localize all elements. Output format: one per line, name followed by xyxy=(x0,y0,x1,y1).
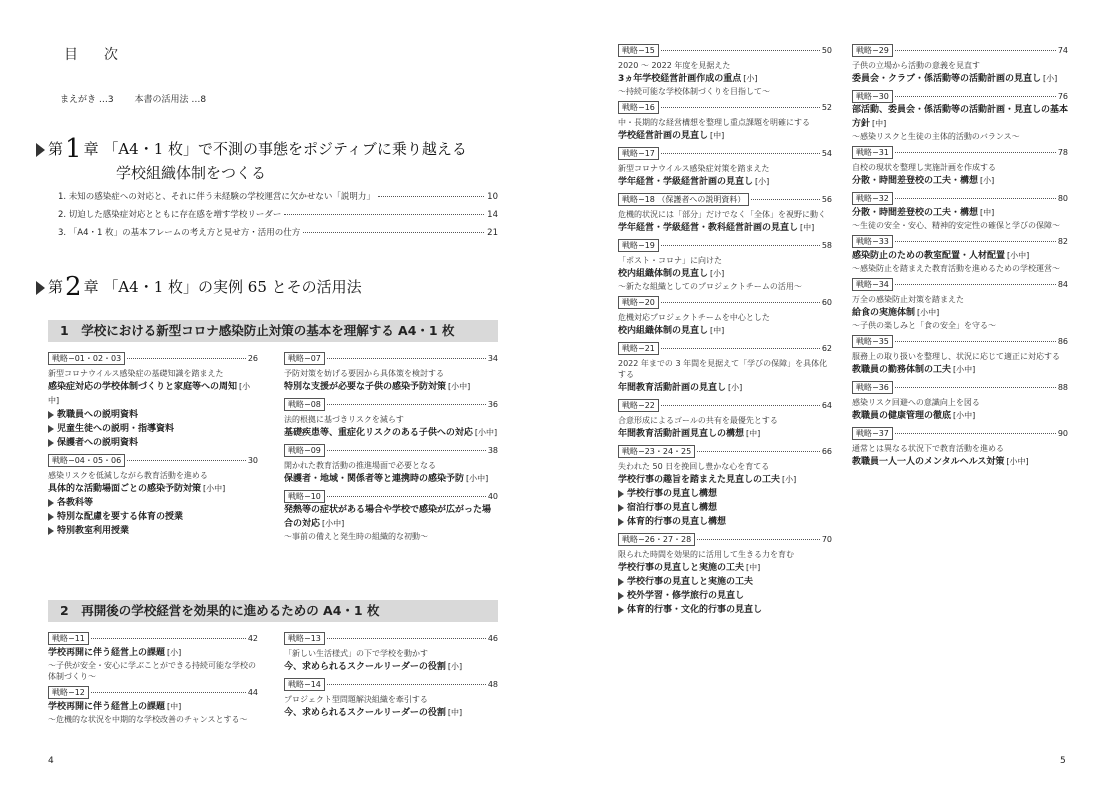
entry-subtitle: 子供の立場から活動の意義を見直す xyxy=(852,61,980,70)
chapter1-item: 1. 未知の感染症への対応と、それに伴う未経験の学校運営に欠かせない「説明力」 10 xyxy=(58,192,498,202)
page-number: 88 xyxy=(1057,383,1068,392)
page-number: 46 xyxy=(487,634,498,643)
strategy-label: 戦略−37 xyxy=(852,427,893,440)
entry-bullet: 特別教室利用授業 xyxy=(48,524,258,538)
bullet-triangle-icon xyxy=(618,504,624,512)
toc-entry xyxy=(284,444,498,486)
strategy-label: 戦略−30 xyxy=(852,90,893,103)
page-number: 38 xyxy=(487,446,498,455)
entry-title: 教職員一人一人のメンタルヘルス対策 [小中] xyxy=(852,457,1029,467)
page-number: 74 xyxy=(1057,46,1068,55)
toc-entry xyxy=(618,296,832,338)
page-number: 78 xyxy=(1057,148,1068,157)
entry-bullet: 教職員への説明資料 xyxy=(48,408,258,422)
entry-title: 年間教育活動計画見直しの構想 [中] xyxy=(618,429,761,439)
intro-usage: 本書の活用法 …8 xyxy=(134,95,207,105)
page5-right-column xyxy=(852,40,1068,469)
toc-entry xyxy=(852,427,1068,469)
entry-title: 部活動、委員会・係活動等の活動計画・見直しの基本方針 [中] xyxy=(852,105,1069,129)
toc-entry xyxy=(618,342,832,395)
toc-entry xyxy=(284,490,498,542)
chapter1-item: 3. 「A4・1 枚」の基本フレームの考え方と見せ方・活用の仕方 21 xyxy=(58,228,498,238)
entry-bullet: 保護者への説明資料 xyxy=(48,436,258,450)
page-number: 60 xyxy=(821,298,832,307)
entry-subtitle: プロジェクト型問題解決組織を牽引する xyxy=(284,695,428,704)
section2-left-column xyxy=(48,628,258,725)
entry-title: 今、求められるスクールリーダーの役割 [小] xyxy=(284,662,463,672)
entry-subtitle: 法的根拠に基づきリスクを減らす xyxy=(284,415,404,424)
entry-title: 学校経営計画の見直し [中] xyxy=(618,131,725,141)
toc-entry xyxy=(618,445,832,529)
entry-title: 3ヵ年学校経営計画作成の重点 [小] xyxy=(618,74,758,84)
strategy-label: 戦略−23・24・25 xyxy=(618,445,695,458)
strategy-label: 戦略−35 xyxy=(852,335,893,348)
toc-title: 目 次 xyxy=(64,47,124,63)
strategy-label: 戦略−34 xyxy=(852,278,893,291)
strategy-label: 戦略−29 xyxy=(852,44,893,57)
entry-title: 学年経営・学級経営計画の見直し [小] xyxy=(618,177,770,187)
toc-entry xyxy=(48,686,258,725)
bullet-triangle-icon xyxy=(48,411,54,419)
entry-title: 給食の実施体制 [小中] xyxy=(852,308,940,318)
toc-entry xyxy=(284,632,498,674)
entry-subtitle: 自校の現状を整理し実施計画を作成する xyxy=(852,163,996,172)
entry-title: 校内組織体制の見直し [小] xyxy=(618,269,725,279)
bullet-triangle-icon xyxy=(618,606,624,614)
section1-banner: 1 学校における新型コロナ感染防止対策の基本を理解する A4・1 枚 xyxy=(48,320,498,342)
entry-tagline: 〜子供の楽しみと「食の安全」を守る〜 xyxy=(852,321,996,330)
entry-bullet: 学校行事の見直しと実施の工夫 xyxy=(618,575,832,589)
entry-subtitle: 限られた時間を効果的に活用して生きる力を育む xyxy=(618,550,794,559)
section2-right-column xyxy=(284,628,498,720)
page-number: 76 xyxy=(1057,92,1068,101)
chapter1-title: 章 「A4・1 枚」で不測の事態をポジティブに乗り越える xyxy=(83,140,467,158)
strategy-label: 戦略−16 xyxy=(618,101,659,114)
entry-title: 学校再開に伴う経営上の課題 [小] xyxy=(48,648,182,658)
chapter1-title-line2: 学校組織体制をつくる xyxy=(116,164,267,182)
chapter2-title: 章 「A4・1 枚」の実例 65 とその活用法 xyxy=(83,278,362,296)
page-number: 54 xyxy=(821,149,832,158)
entry-subtitle: 通常とは異なる状況下で教育活動を進める xyxy=(852,444,1004,453)
entry-subtitle: 危機的状況には「部分」だけでなく「全体」を視野に動く xyxy=(618,210,826,219)
page-number: 90 xyxy=(1057,429,1068,438)
bullet-triangle-icon xyxy=(618,592,624,600)
bullet-triangle-icon xyxy=(618,518,624,526)
entry-subtitle: 合意形成によるゴールの共有を最優先とする xyxy=(618,416,778,425)
strategy-label: 戦略−04・05・06 xyxy=(48,454,125,467)
entry-title: 学校行事の見直しと実施の工夫 [中] xyxy=(618,563,761,573)
entry-title: 感染症対応の学校体制づくりと家庭等への周知 [小中] xyxy=(48,382,251,405)
entry-title: 具体的な活動場面ごとの感染予防対策 [小中] xyxy=(48,484,226,494)
entry-subtitle: 感染リスク回避への意識向上を図る xyxy=(852,398,980,407)
chapter1-item: 2. 切迫した感染症対応とともに存在感を増す学校リーダー 14 xyxy=(58,210,498,220)
entry-title: 校内組織体制の見直し [中] xyxy=(618,326,725,336)
chapter-marker-icon xyxy=(36,143,45,157)
bullet-triangle-icon xyxy=(48,513,54,521)
strategy-label: 戦略−26・27・28 xyxy=(618,533,695,546)
entry-tagline: 〜子供が安全・安心に学ぶことができる持続可能な学校の体制づくり〜 xyxy=(48,661,256,681)
page-number: 80 xyxy=(1057,194,1068,203)
entry-title: 分散・時間差登校の工夫・構想 [中] xyxy=(852,208,995,218)
entry-title: 感染防止のための教室配置・人材配置 [小中] xyxy=(852,251,1030,261)
chapter2-heading: 第2 章 「A4・1 枚」の実例 65 とその活用法 xyxy=(36,272,362,302)
page-number: 50 xyxy=(821,46,832,55)
page-number: 84 xyxy=(1057,280,1068,289)
toc-entry xyxy=(852,235,1068,274)
page-number: 42 xyxy=(247,634,258,643)
entry-title: 特別な支援が必要な子供の感染予防対策 [小中] xyxy=(284,382,471,392)
entry-subtitle: 新型コロナウイルス感染症の基礎知識を踏まえた xyxy=(48,369,224,378)
page-number-left: 4 xyxy=(48,756,54,766)
toc-entry xyxy=(618,533,832,617)
toc-entry xyxy=(618,193,832,235)
toc-entry xyxy=(284,398,498,440)
toc-entry xyxy=(618,399,832,441)
entry-subtitle: 開かれた教育活動の推進場面で必要となる xyxy=(284,461,436,470)
entry-subtitle: 中・長期的な経営構想を整理し重点課題を明確にする xyxy=(618,118,810,127)
page-number: 26 xyxy=(247,354,258,363)
entry-title: 保護者・地域・関係者等と連携時の感染予防 [小中] xyxy=(284,474,489,484)
section1-left-column xyxy=(48,348,258,538)
toc-entry xyxy=(852,44,1068,86)
entry-bullet: 宿泊行事の見直し構想 xyxy=(618,501,832,515)
entry-subtitle: 2022 年までの 3 年間を見据えて「学びの保障」を具体化する xyxy=(618,359,828,379)
entry-subtitle: 危機対応プロジェクトチームを中心とした xyxy=(618,313,770,322)
entry-bullet: 各教科等 xyxy=(48,496,258,510)
toc-entry xyxy=(618,239,832,292)
strategy-label: 戦略−01・02・03 xyxy=(48,352,125,365)
toc-entry xyxy=(852,278,1068,331)
entry-bullet: 児童生徒への説明・指導資料 xyxy=(48,422,258,436)
bullet-triangle-icon xyxy=(48,527,54,535)
toc-entry xyxy=(852,90,1068,142)
chapter1-heading: 第1 章 「A4・1 枚」で不測の事態をポジティブに乗り越える xyxy=(36,134,467,164)
strategy-label: 戦略−32 xyxy=(852,192,893,205)
entry-title: 発熱等の症状がある場合や学校で感染が広がった場合の対応 [小中] xyxy=(284,505,492,529)
bullet-triangle-icon xyxy=(48,439,54,447)
entry-tagline: 〜生徒の安全・安心、精神的安定性の確保と学びの保障〜 xyxy=(852,221,1060,230)
intro-line xyxy=(60,92,224,105)
section2-banner: 2 再開後の学校経営を効果的に進めるための A4・1 枚 xyxy=(48,600,498,622)
entry-title: 学年経営・学級経営・教科経営計画の見直し [中] xyxy=(618,223,815,233)
strategy-label: 戦略−12 xyxy=(48,686,89,699)
entry-title: 学校再開に伴う経営上の課題 [中] xyxy=(48,702,182,712)
page-number: 36 xyxy=(487,400,498,409)
page-number: 40 xyxy=(487,492,498,501)
page-number: 86 xyxy=(1057,337,1068,346)
page-number: 34 xyxy=(487,354,498,363)
strategy-label: 戦略−31 xyxy=(852,146,893,159)
page5-left-column xyxy=(618,40,832,617)
strategy-label: 戦略−11 xyxy=(48,632,89,645)
toc-entry xyxy=(48,352,258,450)
chapter1-number: 1 xyxy=(65,134,82,164)
strategy-label: 戦略−10 xyxy=(284,490,325,503)
entry-title: 今、求められるスクールリーダーの役割 [中] xyxy=(284,708,463,718)
strategy-label: 戦略−17 xyxy=(618,147,659,160)
entry-title: 基礎疾患等、重症化リスクのある子供への対応 [小中] xyxy=(284,428,498,438)
entry-subtitle: 感染リスクを低減しながら教育活動を進める xyxy=(48,471,208,480)
entry-bullet: 特別な配慮を要する体育の授業 xyxy=(48,510,258,524)
entry-title: 学校行事の趣旨を踏まえた見直しの工夫 [小] xyxy=(618,475,797,485)
bullet-triangle-icon xyxy=(618,490,624,498)
page-number-right: 5 xyxy=(1060,756,1066,766)
page-number: 66 xyxy=(821,447,832,456)
bullet-triangle-icon xyxy=(618,578,624,586)
entry-tagline: 〜事前の備えと発生時の組織的な初動〜 xyxy=(284,532,428,541)
strategy-label: 戦略−21 xyxy=(618,342,659,355)
entry-bullet: 校外学習・修学旅行の見直し xyxy=(618,589,832,603)
strategy-label: 戦略−15 xyxy=(618,44,659,57)
strategy-label: 戦略−14 xyxy=(284,678,325,691)
entry-subtitle: 万全の感染防止対策を踏まえた xyxy=(852,295,964,304)
toc-entry xyxy=(618,101,832,143)
toc-entry xyxy=(48,632,258,682)
page-number: 64 xyxy=(821,401,832,410)
entry-tagline: 〜持続可能な学校体制づくりを目指して〜 xyxy=(618,87,770,96)
toc-entry xyxy=(618,44,832,97)
strategy-label: 戦略−07 xyxy=(284,352,325,365)
strategy-label: 戦略−09 xyxy=(284,444,325,457)
entry-subtitle: 失われた 50 日を挽回し豊かな心を育てる xyxy=(618,462,770,471)
strategy-label: 戦略−33 xyxy=(852,235,893,248)
entry-bullet: 体育的行事の見直し構想 xyxy=(618,515,832,529)
chapter2-number: 2 xyxy=(65,272,82,302)
page-number: 58 xyxy=(821,241,832,250)
toc-entry xyxy=(852,192,1068,231)
entry-subtitle: 予防対策を妨げる要因から具体策を検討する xyxy=(284,369,444,378)
entry-tagline: 〜感染防止を踏まえた教育活動を進めるための学校運営〜 xyxy=(852,264,1060,273)
entry-tagline: 〜感染リスクと生徒の主体的活動のバランス〜 xyxy=(852,132,1020,141)
bullet-triangle-icon xyxy=(48,425,54,433)
entry-title: 教職員の健康管理の徹底 [小中] xyxy=(852,411,976,421)
entry-bullet: 体育的行事・文化的行事の見直し xyxy=(618,603,832,617)
strategy-label: 戦略−22 xyxy=(618,399,659,412)
toc-entry xyxy=(852,381,1068,423)
intro-preface: まえがき …3 xyxy=(60,95,114,105)
bullet-triangle-icon xyxy=(48,499,54,507)
entry-subtitle: 「ポスト・コロナ」に向けた xyxy=(618,256,722,265)
entry-title: 分散・時間差登校の工夫・構想 [小] xyxy=(852,176,995,186)
page-number: 82 xyxy=(1057,237,1068,246)
toc-entry xyxy=(618,147,832,189)
entry-subtitle: 服務上の取り扱いを整理し、状況に応じて適正に対応する xyxy=(852,352,1060,361)
toc-entry xyxy=(284,678,498,720)
entry-title: 年間教育活動計画の見直し [小] xyxy=(618,383,743,393)
entry-tagline: 〜危機的な状況を中期的な学校改善のチャンスとする〜 xyxy=(48,715,248,724)
page-number: 62 xyxy=(821,344,832,353)
entry-title: 教職員の勤務体制の工夫 [小中] xyxy=(852,365,976,375)
section1-right-column xyxy=(284,348,498,542)
entry-title: 委員会・クラブ・係活動等の活動計画の見直し [小] xyxy=(852,74,1058,84)
strategy-label: 戦略−20 xyxy=(618,296,659,309)
page-number: 70 xyxy=(821,535,832,544)
page-number: 56 xyxy=(821,195,832,204)
entry-tagline: 〜新たな組織としてのプロジェクトチームの活用〜 xyxy=(618,282,802,291)
toc-entry xyxy=(284,352,498,394)
toc-entry xyxy=(48,454,258,538)
entry-subtitle: 新型コロナウイルス感染症対策を踏まえた xyxy=(618,164,770,173)
entry-bullet: 学校行事の見直し構想 xyxy=(618,487,832,501)
entry-subtitle: 2020 〜 2022 年度を見据えた xyxy=(618,61,731,70)
chapter-marker-icon xyxy=(36,281,45,295)
strategy-label: 戦略−13 xyxy=(284,632,325,645)
strategy-label: 戦略−36 xyxy=(852,381,893,394)
toc-entry xyxy=(852,146,1068,188)
strategy-label: 戦略−08 xyxy=(284,398,325,411)
toc-entry xyxy=(852,335,1068,377)
page-number: 48 xyxy=(487,680,498,689)
page-number: 52 xyxy=(821,103,832,112)
entry-subtitle: 「新しい生活様式」の下で学校を動かす xyxy=(284,649,428,658)
strategy-label: 戦略−18 （保護者への説明資料） xyxy=(618,193,749,206)
page-number: 44 xyxy=(247,688,258,697)
strategy-label: 戦略−19 xyxy=(618,239,659,252)
page-number: 30 xyxy=(247,456,258,465)
